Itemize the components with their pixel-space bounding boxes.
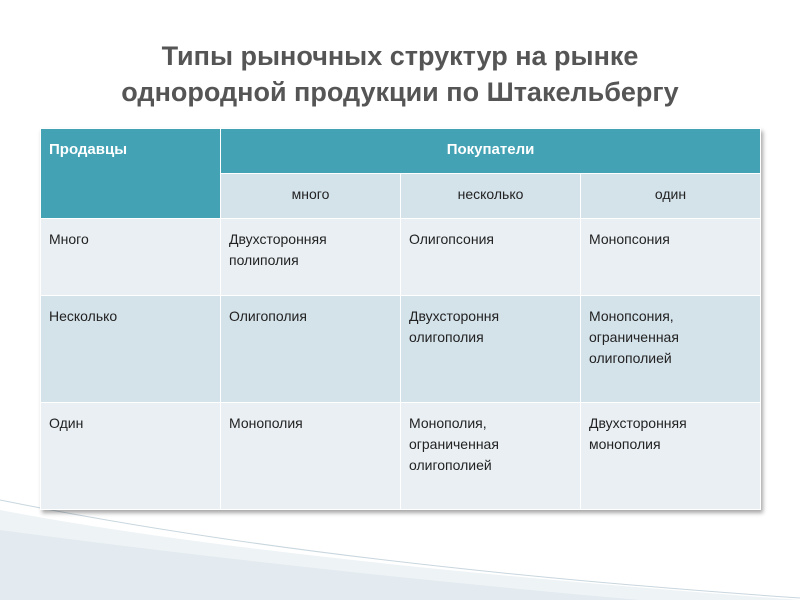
table-cell: Олигополия: [221, 296, 401, 403]
title-line-1: Типы рыночных структур на рынке: [161, 41, 639, 71]
seller-label: Один: [41, 403, 221, 510]
table-cell: Монополия, ограниченная олигополией: [401, 403, 581, 510]
table-row: [41, 296, 761, 403]
seller-label: Много: [41, 219, 221, 296]
buyer-column-header: много: [221, 174, 401, 219]
market-structures-table: [40, 128, 761, 510]
table-cell: Двухстороння олигополия: [401, 296, 581, 403]
table-cell: Олигопсония: [401, 219, 581, 296]
sellers-header: Продавцы: [41, 129, 221, 219]
table-cell: Монополия: [221, 403, 401, 510]
table-cell: Двухсторонняя полиполия: [221, 219, 401, 296]
buyers-header: Покупатели: [221, 129, 761, 174]
buyer-column-header: несколько: [401, 174, 581, 219]
table-cell: Монопсония, ограниченная олигополией: [581, 296, 761, 403]
table-row: [41, 219, 761, 296]
buyer-column-header: один: [581, 174, 761, 219]
seller-label: Несколько: [41, 296, 221, 403]
page-title: [40, 38, 760, 110]
title-line-2: однородной продукции по Штакельбергу: [121, 77, 679, 107]
table-cell: Монопсония: [581, 219, 761, 296]
table-cell: Двухсторонняя монополия: [581, 403, 761, 510]
table-row: [41, 403, 761, 510]
